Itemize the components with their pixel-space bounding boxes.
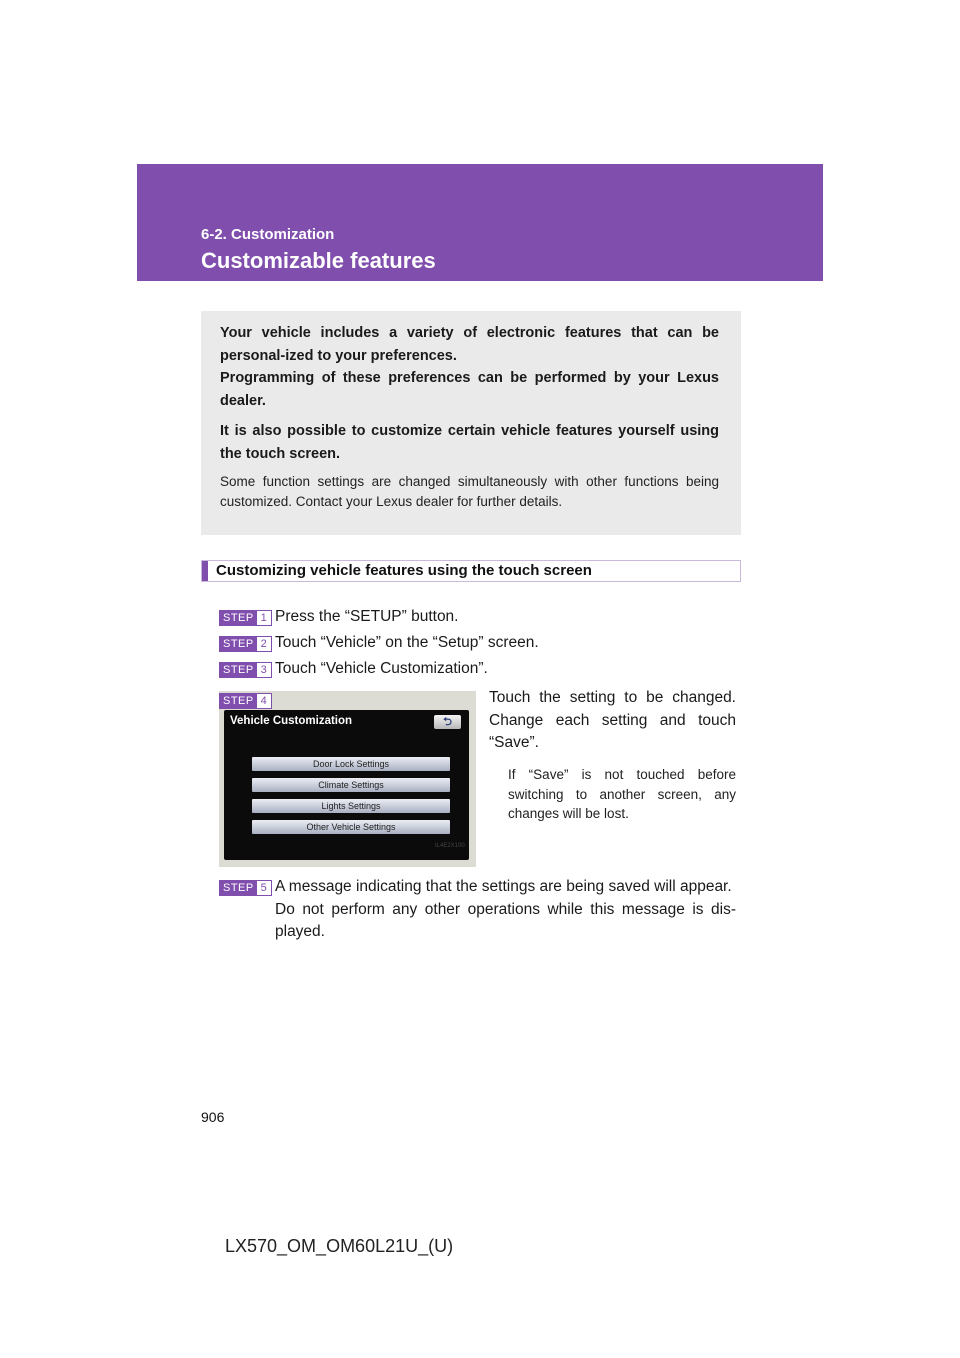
vehicle-customization-screenshot — [219, 691, 476, 867]
return-arrow-icon: ⮌ — [434, 715, 461, 729]
step-5-text-block — [275, 876, 736, 944]
subheading-text: Customizing vehicle features using the touch screen — [216, 562, 592, 579]
lights-settings-button: Lights Settings — [252, 799, 450, 813]
other-vehicle-settings-button: Other Vehicle Settings — [252, 820, 450, 834]
climate-settings-button: Climate Settings — [252, 778, 450, 792]
page-title: Customizable features — [201, 248, 436, 273]
step-4-badge: STEP 4 — [219, 693, 272, 709]
step-5-badge: STEP 5 — [219, 880, 272, 896]
step-3-badge: STEP 3 — [219, 662, 272, 678]
chapter-header — [137, 164, 823, 281]
step-2-badge: STEP 2 — [219, 636, 272, 652]
step-3-text: Touch “Vehicle Customization”. — [275, 660, 488, 677]
step-5-text: A message indicating that the settings are being saved will appear. — [275, 878, 732, 895]
screen-title: Vehicle Customization — [230, 715, 353, 727]
step-5-text-2: Do not perform any other operations while this message is dis-played. — [275, 900, 736, 940]
section-label: 6-2. Customization — [201, 226, 335, 243]
intro-note: Some function settings are changed simultaneously with other functions being customized. Contact your Lexus dealer for further details. — [220, 474, 719, 509]
door-lock-settings-button: Door Lock Settings — [252, 757, 450, 771]
intro-paragraph-3: It is also possible to customize certain vehicle features yourself using the touch screen. — [220, 423, 719, 462]
step-4-note: If “Save” is not touched before switching to another screen, any changes will be lost. — [508, 767, 736, 821]
intro-box — [201, 311, 741, 535]
subheading — [201, 560, 741, 582]
step-1-text: Press the “SETUP” button. — [275, 608, 459, 625]
document-code: LX570_OM_OM60L21U_(U) — [225, 1236, 454, 1256]
subheading-accent-bar — [202, 561, 208, 581]
touch-screen-display — [224, 710, 469, 860]
page-number: 906 — [201, 1109, 225, 1125]
intro-paragraph-2: Programming of these preferences can be performed by your Lexus dealer. — [220, 370, 719, 409]
image-code: IL4E2X100 — [435, 843, 465, 849]
step-2-text: Touch “Vehicle” on the “Setup” screen. — [275, 634, 539, 651]
step-1-badge: STEP 1 — [219, 610, 272, 626]
intro-paragraph-1: Your vehicle includes a variety of electronic features that can be personal-ized to your preferences. — [220, 325, 719, 364]
step-4-text: Touch the setting to be changed. Change each setting and touch “Save”. — [489, 689, 736, 751]
